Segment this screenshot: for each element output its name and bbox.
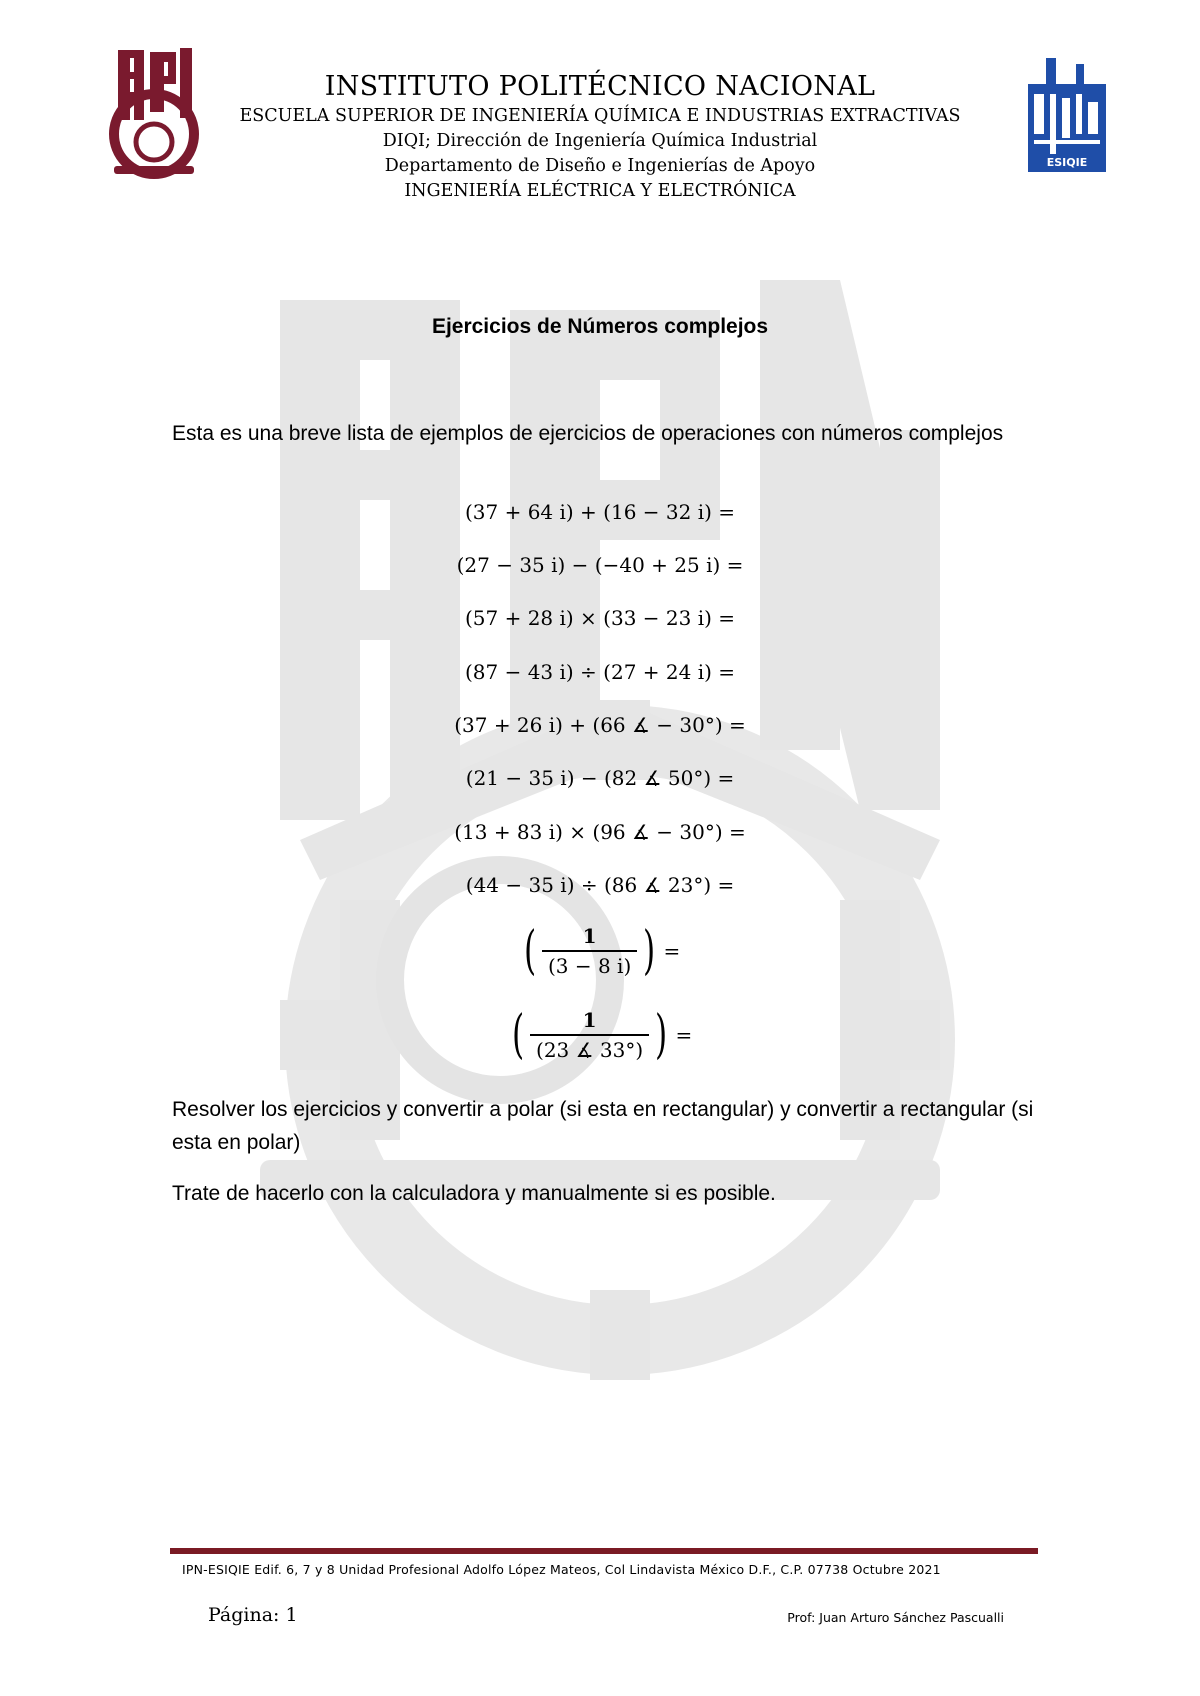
exercise-4: (87 − 43 i) ÷ (27 + 24 i) =	[464, 660, 736, 684]
exercise-7: (13 + 83 i) × (96 ∡ − 30°) =	[454, 820, 746, 844]
fraction-denominator: (3 − 8 i)	[547, 954, 632, 978]
page-number: Página: 1	[208, 1604, 298, 1626]
note-paragraph: Trate de hacerlo con la calculadora y manualmente si es posible.	[172, 1182, 776, 1205]
left-paren: (	[523, 921, 536, 981]
exercise-1: (37 + 64 i) + (16 − 32 i) =	[464, 500, 736, 524]
footer-address: IPN-ESIQIE Edif. 6, 7 y 8 Unidad Profesional Adolfo López Mateos, Col Lindavista México D.F., C.P. 07738 Octubre 2021	[182, 1562, 941, 1577]
direction-name: DIQI; Dirección de Ingeniería Química Industrial	[382, 131, 818, 151]
school-name: ESCUELA SUPERIOR DE INGENIERÍA QUÍMICA E INDUSTRIAS EXTRACTIVAS	[239, 106, 961, 126]
exercise-8: (44 − 35 i) ÷ (86 ∡ 23°) =	[465, 873, 735, 897]
institution-name: INSTITUTO POLITÉCNICO NACIONAL	[324, 71, 876, 102]
letterhead	[0, 70, 1200, 204]
fraction-denominator: (23 ∡ 33°)	[536, 1038, 644, 1062]
exercise-5: (37 + 26 i) + (66 ∡ − 30°) =	[454, 713, 746, 737]
fraction	[542, 924, 637, 978]
exercise-2: (27 − 35 i) − (−40 + 25 i) =	[456, 553, 744, 577]
exercise-3: (57 + 28 i) × (33 − 23 i) =	[464, 606, 736, 630]
exercise-10	[0, 1005, 1200, 1065]
fraction-numerator: 1	[582, 1008, 597, 1032]
professor-name: Prof: Juan Arturo Sánchez Pascualli	[787, 1610, 1004, 1625]
equals-sign: =	[675, 1023, 693, 1047]
fraction-numerator: 1	[582, 924, 597, 948]
exercise-6: (21 − 35 i) − (82 ∡ 50°) =	[465, 766, 735, 790]
document-title: Ejercicios de Números complejos	[431, 315, 769, 338]
instructions-paragraph: Resolver los ejercicios y convertir a polar (si esta en rectangular) y convertir a rectangular (si esta en polar)	[172, 1098, 1034, 1154]
right-paren: )	[643, 921, 656, 981]
right-paren: )	[655, 1005, 668, 1065]
exercise-9	[0, 921, 1200, 981]
equals-sign: =	[663, 939, 681, 963]
esiqie-logo-text: ESIQIE	[1046, 156, 1088, 169]
left-paren: (	[511, 1005, 524, 1065]
fraction	[530, 1008, 649, 1062]
subject-name: INGENIERÍA ELÉCTRICA Y ELECTRÓNICA	[404, 181, 796, 201]
footer-rule	[170, 1548, 1038, 1554]
department-name: Departamento de Diseño e Ingenierías de Apoyo	[384, 156, 816, 176]
intro-paragraph: Esta es una breve lista de ejemplos de ejercicios de operaciones con números complejos	[172, 422, 1004, 445]
